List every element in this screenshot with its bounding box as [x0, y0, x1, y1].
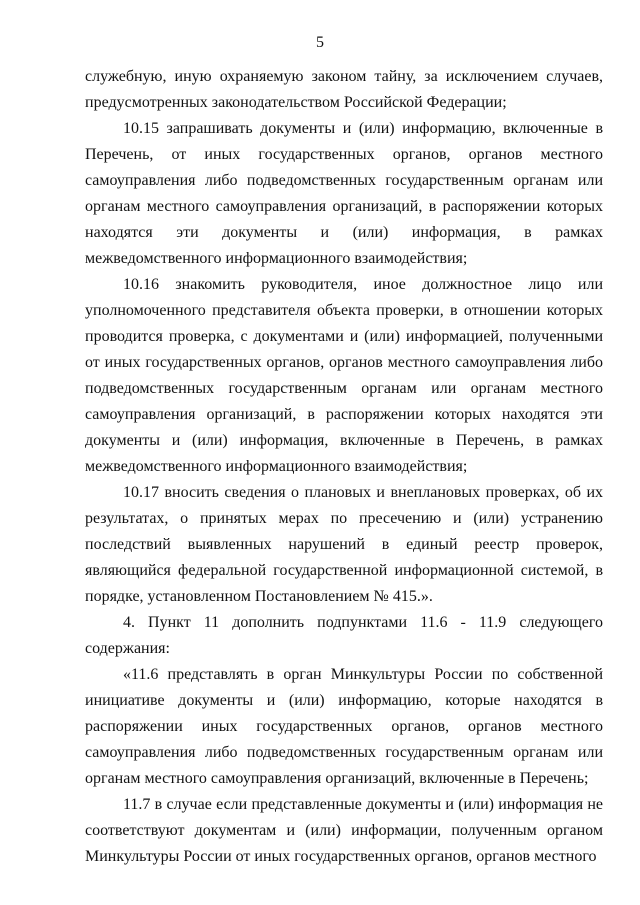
paragraph-11-6: «11.6 представлять в орган Минкультуры России по собственной инициативе документы и (или) информацию, которые находятся в распоряжении иных государственных органов, органов местного самоуправления либо подведомственных государственным органам или органам местного самоуправления организаций, включенные в Перечень; — [85, 666, 603, 787]
paragraph-continuation: служебную, иную охраняемую законом тайну, за исключением случаев, предусмотренных законодательством Российской Федерации; — [85, 68, 603, 111]
paragraph-10-17: 10.17 вносить сведения о плановых и внеплановых проверках, об их результатах, о принятых мерах по пресечению и (или) устранению последствий выявленных нарушений в единый реестр проверок, являющийся федеральной государственной информационной системой, в порядке, установленном Постановлением № 415.». — [85, 484, 603, 605]
paragraph-10-16: 10.16 знакомить руководителя, иное должностное лицо или уполномоченного представителя объекта проверки, в отношении которых проводится проверка, с документами и (или) информацией, полученными от иных государственных органов, органов местного самоуправления либо подведомственных государственным органам или органам местного самоуправления организаций, в распоряжении которых находятся эти документы и (или) информация, включенные в Перечень, в рамках межведомственного информационного взаимодействия; — [85, 276, 603, 475]
page-number: 5 — [316, 34, 324, 51]
paragraph-11-7: 11.7 в случае если представленные документы и (или) информация не соответствуют документам и (или) информации, полученным органом Минкультуры России от иных государственных органов, органов местного — [85, 796, 603, 865]
paragraph-item-4: 4. Пункт 11 дополнить подпунктами 11.6 - 11.9 следующего содержания: — [85, 614, 603, 657]
paragraph-10-15: 10.15 запрашивать документы и (или) информацию, включенные в Перечень, от иных государственных органов, органов местного самоуправления либо подведомственных государственным органам или органам местного самоуправления организаций, в распоряжении которых находятся эти документы и (или) информация, в рамках межведомственного информационного взаимодействия; — [85, 120, 603, 267]
document-body — [85, 64, 603, 870]
